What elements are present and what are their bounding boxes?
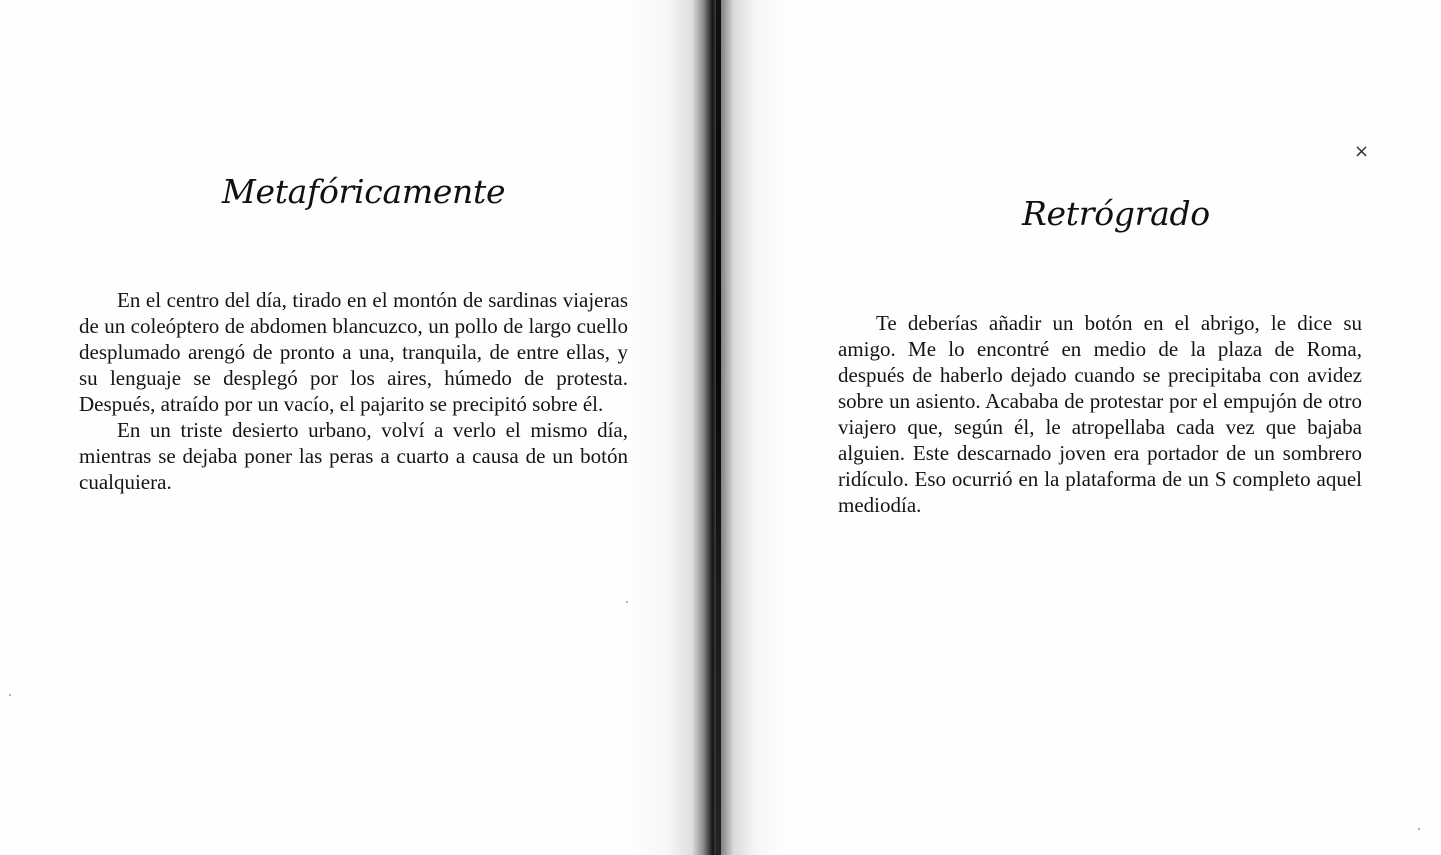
left-paragraph-1: En el centro del día, tirado en el montón de sardinas viajeras de un coleóptero de abdomen blancuzco, un pollo de largo cuello desplumado arengó de pronto a una, tranquila, de entre ellas, y su lenguaje se desplegó por los aires, húmedo de protesta. Después, atraído por un vacío, el pajarito se precipitó sobre él. [79, 288, 628, 416]
paper-speck [1418, 828, 1420, 830]
left-page [0, 0, 712, 855]
right-page-title: Retrógrado [1022, 194, 1210, 233]
paper-speck [626, 601, 628, 603]
corner-pencil-mark: × [1354, 141, 1370, 162]
left-paragraph-2: En un triste desierto urbano, volví a verlo el mismo día, mientras se dejaba poner las peras a cuarto a causa de un botón cualquiera. [79, 418, 628, 494]
paper-speck [9, 694, 11, 696]
book-gutter-shadow [628, 0, 788, 855]
left-page-body [79, 287, 628, 495]
book-spine [716, 0, 721, 855]
left-page-title: Metafóricamente [222, 172, 506, 211]
right-page-body [838, 310, 1362, 518]
right-paragraph-1: Te deberías añadir un botón en el abrigo, le dice su amigo. Me lo encontré en medio de la plaza de Roma, después de haberlo dejado cuando se precipitaba con avidez sobre un asiento. Acababa de protestar por el empujón de otro viajero que, según él, le atropellaba cada vez que bajaba alguien. Este descarnado joven era portador de un sombrero ridículo. Eso ocurrió en la plataforma de un S completo aquel mediodía. [838, 311, 1362, 517]
